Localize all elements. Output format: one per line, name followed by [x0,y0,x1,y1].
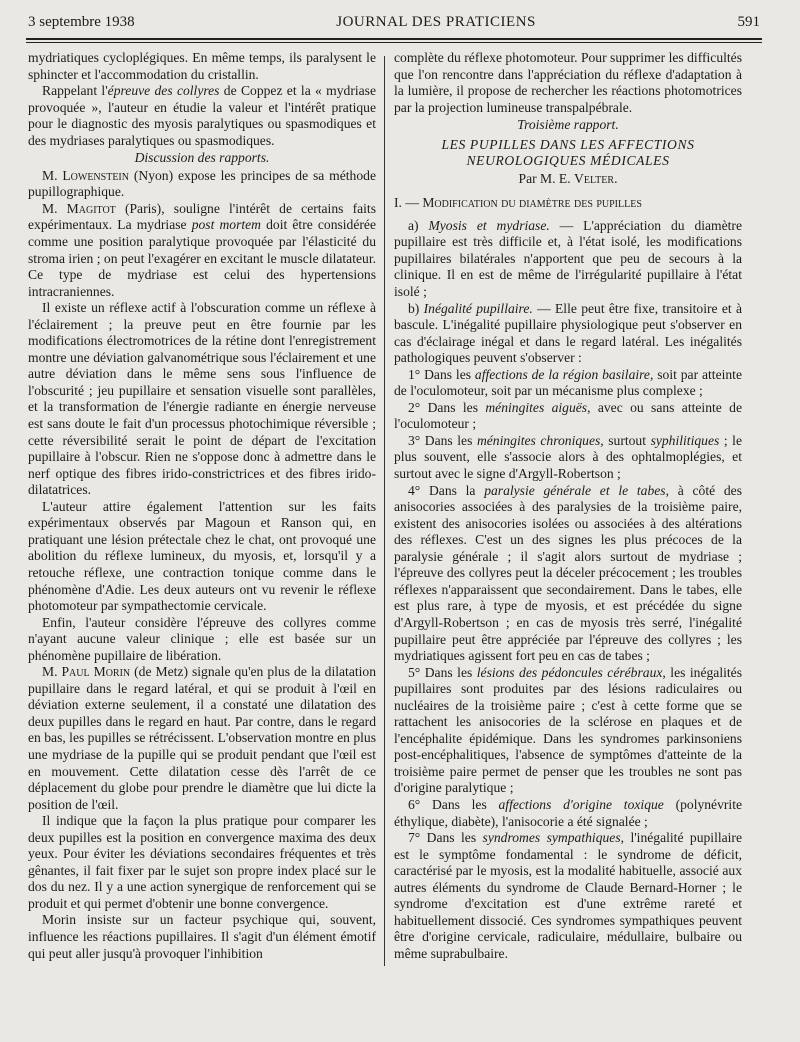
paragraph: M. Paul Morin (de Metz) signale qu'en plus de la dilatation pupillaire dans le regard latéral, et qui se produit à l'œil en déviation externe seulement, il a constaté une dilatation des deux pupilles dans le regard en haut. Par contre, dans le regard en bas, les pupilles se rétrécissent. L'observation montre en plus une mydriase de la pupille qui se produit pendant que l'œil est en mouvement. Cette dilatation cesse dès l'arrêt de ce déplacement du globe pour prendre le diamètre que lui dicte la position de l'œil. [28,664,377,812]
paragraph: complète du réflexe photomoteur. Pour supprimer les difficultés que l'on rencontre dans l'appréciation du réflexe d'adaptation à la lumière, il propose de rechercher les réactions photomotrices par la projection lumineuse transpalpébrale. [394,50,742,115]
list-item: 2° Dans les méningites aiguës, avec ou sans atteinte de l'oculomoteur ; [394,399,742,432]
author-name: Paul Morin [61,664,131,680]
author-name: Magitot [66,200,116,216]
list-item: 7° Dans les syndromes sympathiques, l'inégalité pupillaire est le symptôme fondamental : le syndrome de déficit, caractérisé par le myosis, est la modalité habituelle, associé aux autres éléments du syndrome de Claude Bernard-Horner ; le syndrome d'excitation est d'une extrême rareté et habituellement dissocié. Ces syndromes sympathiques peuvent être d'origine cervicale, radiculaire, médullaire, bulbaire ou même suprabulbaire. [394,830,742,961]
paragraph: M. Lowenstein (Nyon) expose les principes de sa méthode pupillographique. [28,167,376,200]
page-number: 591 [737,14,760,30]
journal-title: JOURNAL DES PRATICIENS [336,14,536,30]
list-item: 3° Dans les méningites chroniques, surtout syphilitiques ; le plus souvent, elle s'associe alors à des ophtalmoplégies, et surtout avec le signe d'Argyll-Robertson ; [394,432,742,482]
paragraph: Rappelant l'épreuve des collyres de Coppez et la « mydriase provoquée », l'auteur en étudie la valeur et l'intérêt pratique pour le diagnostic des myosis paralytiques ou spasmodiques et des mydriases paralytiques ou spasmodiques. [28,83,376,148]
list-item: 6° Dans les affections d'origine toxique (polynévrite éthylique, diabète), l'anisocorie a été signalée ; [394,796,743,829]
paragraph: Il indique que la façon la plus pratique pour comparer les deux pupilles est la position en convergence maxima des deux yeux. Pour éviter les déviations secondaires fréquentes et très gênantes, il fait fixer par le sujet son propre index placé sur le dos du nez. Il y a une action synergique de renforcement qui se produit et qui permet d'obtenir une bonne convergence. [28,813,376,911]
paragraph: Enfin, l'auteur considère l'épreuve des collyres comme n'ayant aucune valeur clinique ; elle est basée sur un phénomène pupillaire de libération. [28,614,376,663]
paragraph: Il existe un réflexe actif à l'obscuration comme un réflexe à l'éclairement ; la preuve peut en être fournie par les modifications électromotrices de la rétine dont l'enregistrement montre une déviation galvanométrique sous l'éclairement et une autre déviation dans le même sens sous l'influence de l'obscurité ; jeu pupillaire et sensation visuelle sont parallèles, et la transformation de l'énergie radiante en énergie nerveuse est sans doute le fait d'un processus photochimique réversible ; cette réversibilité serait le point de départ de l'excitation pupillaire à l'obscur. Rien ne s'oppose donc à admettre dans le nerf optique des fibres irido-constrictrices et des fibres irido-dilatatrices. [28,300,376,498]
paragraph: M. Magitot (Paris), souligne l'intérêt de certains faits expérimentaux. La mydriase post mortem doit être considérée comme une position paralytique provoquée par l'élasticité du stroma irien ; on peut l'exagérer en excitant le muscle dilatateur. Ce type de mydriase est celui des hypertensions intracraniennes. [28,200,377,299]
section-heading: I. — Modification du diamètre des pupilles [394,195,642,211]
byline: Par M. E. Velter. [518,170,618,186]
paragraph: mydriatiques cycloplégiques. En même temps, ils paralysent le sphincter et l'accommodation du cristallin. [28,50,376,82]
paragraph: a) Myosis et mydriase. — L'appréciation du diamètre pupillaire est très difficile et, à l'état isolé, les modifications pupillaires bilatérales n'apportent que peu de secours à la clinique. Il en est de même de l'irrégularité pupillaire à l'état isolé ; [394,217,742,300]
author-name: Velter [574,170,615,186]
running-header [28,14,760,36]
left-column [28,50,376,962]
header-date: 3 septembre 1938 [28,14,135,30]
author-name: Lowenstein [62,167,129,183]
column-divider [384,56,385,966]
paragraph: b) Inégalité pupillaire. — Elle peut être fixe, transitoire et à bascule. L'inégalité pupillaire physiologique peut s'observer en cas d'éclairage inégal et dans le regard latéral. Les inégalités pathologiques peuvent s'observer : [394,300,742,366]
report-label: Troisième rapport. [517,117,619,133]
discussion-heading: Discussion des rapports. [134,150,270,166]
list-item: 5° Dans les lésions des pédoncules cérébraux, les inégalités pupillaires sont produites par des lésions radiculaires ou nucléaires de la troisième paire ; c'est à cette forme que se rattachent les anisocories de la sclérose en plaques et de l'encéphalite épidémique. Dans les syndromes parkinsoniens post-encéphalitiques, l'absence de symptômes d'atteinte de la troisième paire permet de penser que les troubles ne sont pas d'origine paralytique ; [394,664,742,796]
header-rule-thin [26,42,762,43]
header-rule-thick [26,38,762,40]
list-item: 4° Dans la paralysie générale et le tabes, à côté des anisocories associées à des paralysies de la troisième paire, existent des anisocories isolées ou associées à des altérations des réflexes. C'est un des signes les plus précoces de la paralysie générale ; il s'agit alors surtout de mydriase ; l'épreuve des collyres peut la déceler précocement ; les troubles réflexes n'apparaissent que secondairement. Dans le tabes, elle est plus rare, à type de myosis, et est précédée du signe d'Argyll-Robertson ; en cas de myosis très serré, l'inégalité pupillaire peut être appréciée par l'épreuve des collyres ; les mydriatiques agissent fort peu en cas de tabes ; [394,482,742,664]
paragraph: L'auteur attire également l'attention sur les faits expérimentaux observés par Magoun et Ranson qui, en pratiquant une lésion prétectale chez le chat, ont provoqué une abolition du réflexe lumineux, du myosis, et, lorsqu'il y a retouche réflexe, une contraction tonique comme dans le phénomène d'Adie. Les deux auteurs ont vu revenir le réflexe photomoteur par sympathectomie cervicale. [28,498,376,614]
paragraph: Morin insiste sur un facteur psychique qui, souvent, influence les réactions pupillaires. Il s'agit d'un élément émotif qui peut aller jusqu'à provoquer l'inhibition [28,912,376,961]
right-column [394,50,742,962]
report-title: LES PUPILLES DANS LES AFFECTIONS NEUROLOGIQUES MÉDICALES [441,136,695,169]
list-item: 1° Dans les affections de la région basilaire, soit par atteinte de l'oculomoteur, soit par un mécanisme plus complexe ; [394,366,742,399]
